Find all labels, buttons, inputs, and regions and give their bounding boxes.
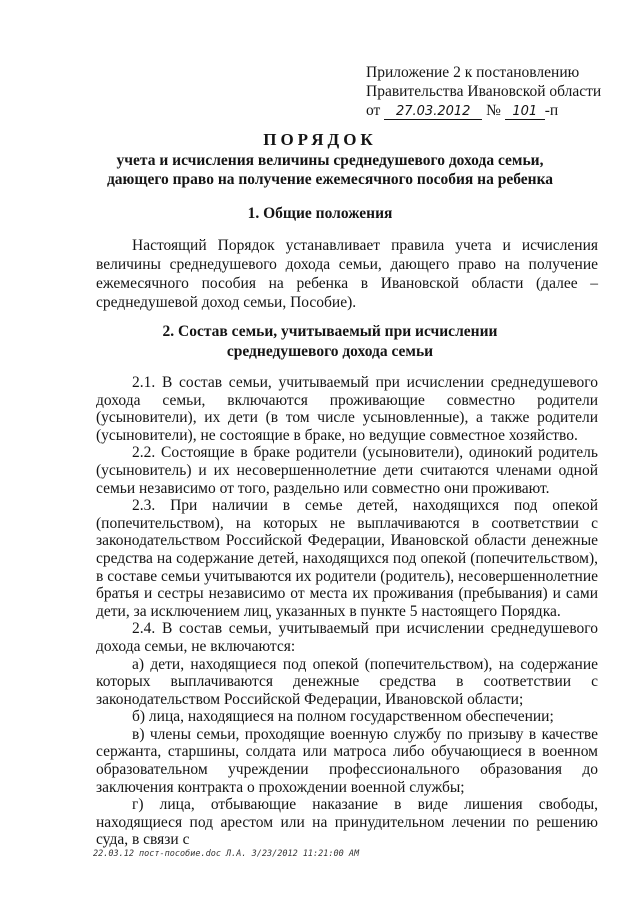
section-2-body	[96, 374, 598, 849]
item-b: б) лица, находящиеся на полном государственном обеспечении;	[132, 708, 554, 726]
from-label: от	[366, 102, 381, 119]
document-title: ПОРЯДОК	[263, 130, 377, 149]
section-2-heading: 2. Состав семьи, учитываемый при исчислении среднедушевого дохода семьи	[162, 323, 498, 360]
document-subtitle: учета и исчисления величины среднедушевого дохода семьи, дающего право на получение ежемесячного пособия на ребенка	[106, 152, 554, 188]
item-a: а) дети, находящиеся под опекой (попечительством), на содержание которых выплачиваются денежные средства в соответствии с законодательством Российской Федерации, Ивановской области;	[96, 655, 598, 708]
paragraph-2-3: 2.3. При наличии в семье детей, находящихся под опекой (попечительством), на которых не выплачиваются в соответствии с законодательством Российской Федерации, Ивановской области денежные средства на содержание детей, находящихся под опекой (попечительством), в составе семьи учитываются их родители (родитель), несовершеннолетние братья и сестры независимо от места их проживания (пребывания) и сами дети, за исключением лиц, указанных в пункте 5 настоящего Порядка.	[96, 497, 598, 620]
item-g: г) лица, отбывающие наказание в виде лишения свободы, находящиеся под арестом или на принудительном лечении по решению суда, в связи с	[96, 796, 598, 849]
paragraph-2-2: 2.2. Состоящие в браке родители (усыновители), одинокий родитель (усыновитель) и их несовершеннолетние дети считаются членами одной семьи независимо от того, раздельно или совместно они проживают.	[96, 444, 598, 497]
section-1-heading: 1. Общие положения	[247, 205, 393, 222]
number-suffix: -п	[544, 102, 559, 119]
number-label: №	[486, 102, 501, 119]
paragraph-2-4: 2.4. В состав семьи, учитываемый при исчислении среднедушевого дохода семьи, не включаются:	[96, 620, 598, 655]
appendix-line-1: Приложение 2 к постановлению	[366, 64, 580, 81]
section-1-paragraph: Настоящий Порядок устанавливает правила учета и исчисления величины среднедушевого дохода семьи, дающего право на получение ежемесячного пособия на ребенка в Ивановской области (далее – среднедушевой доход семьи, Пособие).	[96, 237, 598, 311]
paragraph-2-1: 2.1. В состав семьи, учитываемый при исчислении среднедушевого дохода семьи, включаются проживающие совместно родители (усыновители), их дети (в том числе усыновленные), а также родители (усыновители), не состоящие в браке, но ведущие совместное хозяйство.	[96, 374, 598, 444]
handwritten-number: 101	[505, 105, 545, 120]
appendix-line-2: Правительства Ивановской области	[366, 83, 602, 100]
item-v: в) члены семьи, проходящие военную службу по призыву в качестве сержанта, старшины, солдата или матроса либо обучающиеся в военном образовательном учреждении профессионального образования до заключения контракта о прохождении военной службы;	[96, 725, 598, 796]
section-1-body	[96, 236, 598, 312]
appendix-date-line	[366, 101, 606, 120]
file-footer: 22.03.12 пост-пособие.doc Л.А. 3/23/2012 11:21:00 AM	[93, 849, 360, 859]
appendix-header	[366, 63, 606, 120]
handwritten-date: 27.03.2012	[384, 105, 482, 120]
